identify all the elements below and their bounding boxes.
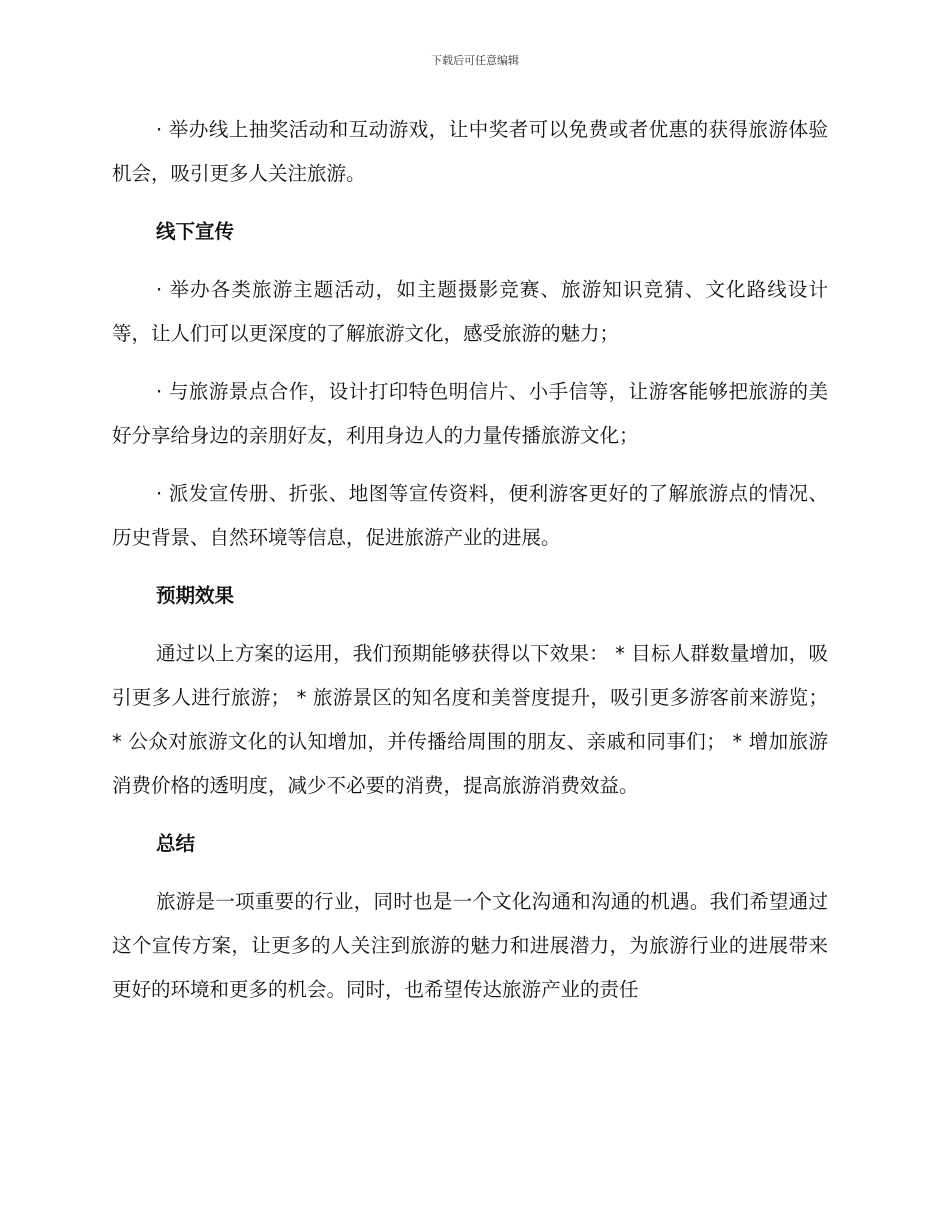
paragraph-expected-effects: 通过以上方案的运用，我们预期能够获得以下效果： * 目标人群数量增加，吸引更多人进行旅游； * 旅游景区的知名度和美誉度提升，吸引更多游客前来游览； * 公众对旅游文化的认知增加，并传播给周围的朋友、亲戚和同事们； * 增加旅游消费价格的透明度，减少不必要的消费，提高旅游消费效益。 — [112, 642, 828, 797]
paragraph-online-lottery: · 举办线上抽奖活动和互动游戏，让中奖者可以免费或者优惠的获得旅游体验机会，吸引更多人关注旅游。 — [112, 118, 828, 185]
paragraph-theme-events: · 举办各类旅游主题活动，如主题摄影竞赛、旅游知识竞猜、文化路线设计等，让人们可以更深度的了解旅游文化，感受旅游的魅力； — [112, 278, 828, 345]
section-heading-offline-promotion: 线下宣传 — [156, 220, 235, 243]
paragraph-postcards: · 与旅游景点合作，设计打印特色明信片、小手信等，让游客能够把旅游的美好分享给身边的亲朋好友，利用身边人的力量传播旅游文化； — [112, 380, 828, 447]
paragraph-summary: 旅游是一项重要的行业，同时也是一个文化沟通和沟通的机遇。我们希望通过这个宣传方案，让更多的人关注到旅游的魅力和进展潜力，为旅游行业的进展带来更好的环境和更多的机会。同时，也希望传达旅游产业的责任 — [112, 890, 828, 1001]
paragraph-brochures: · 派发宣传册、折张、地图等宣传资料，便利游客更好的了解旅游点的情况、历史背景、自然环境等信息，促进旅游产业的进展。 — [112, 482, 828, 549]
header-note: 下载后可任意编辑 — [431, 54, 519, 67]
section-heading-expected-effects: 预期效果 — [156, 584, 235, 607]
document-body — [112, 108, 828, 1026]
section-heading-summary: 总结 — [156, 832, 196, 855]
